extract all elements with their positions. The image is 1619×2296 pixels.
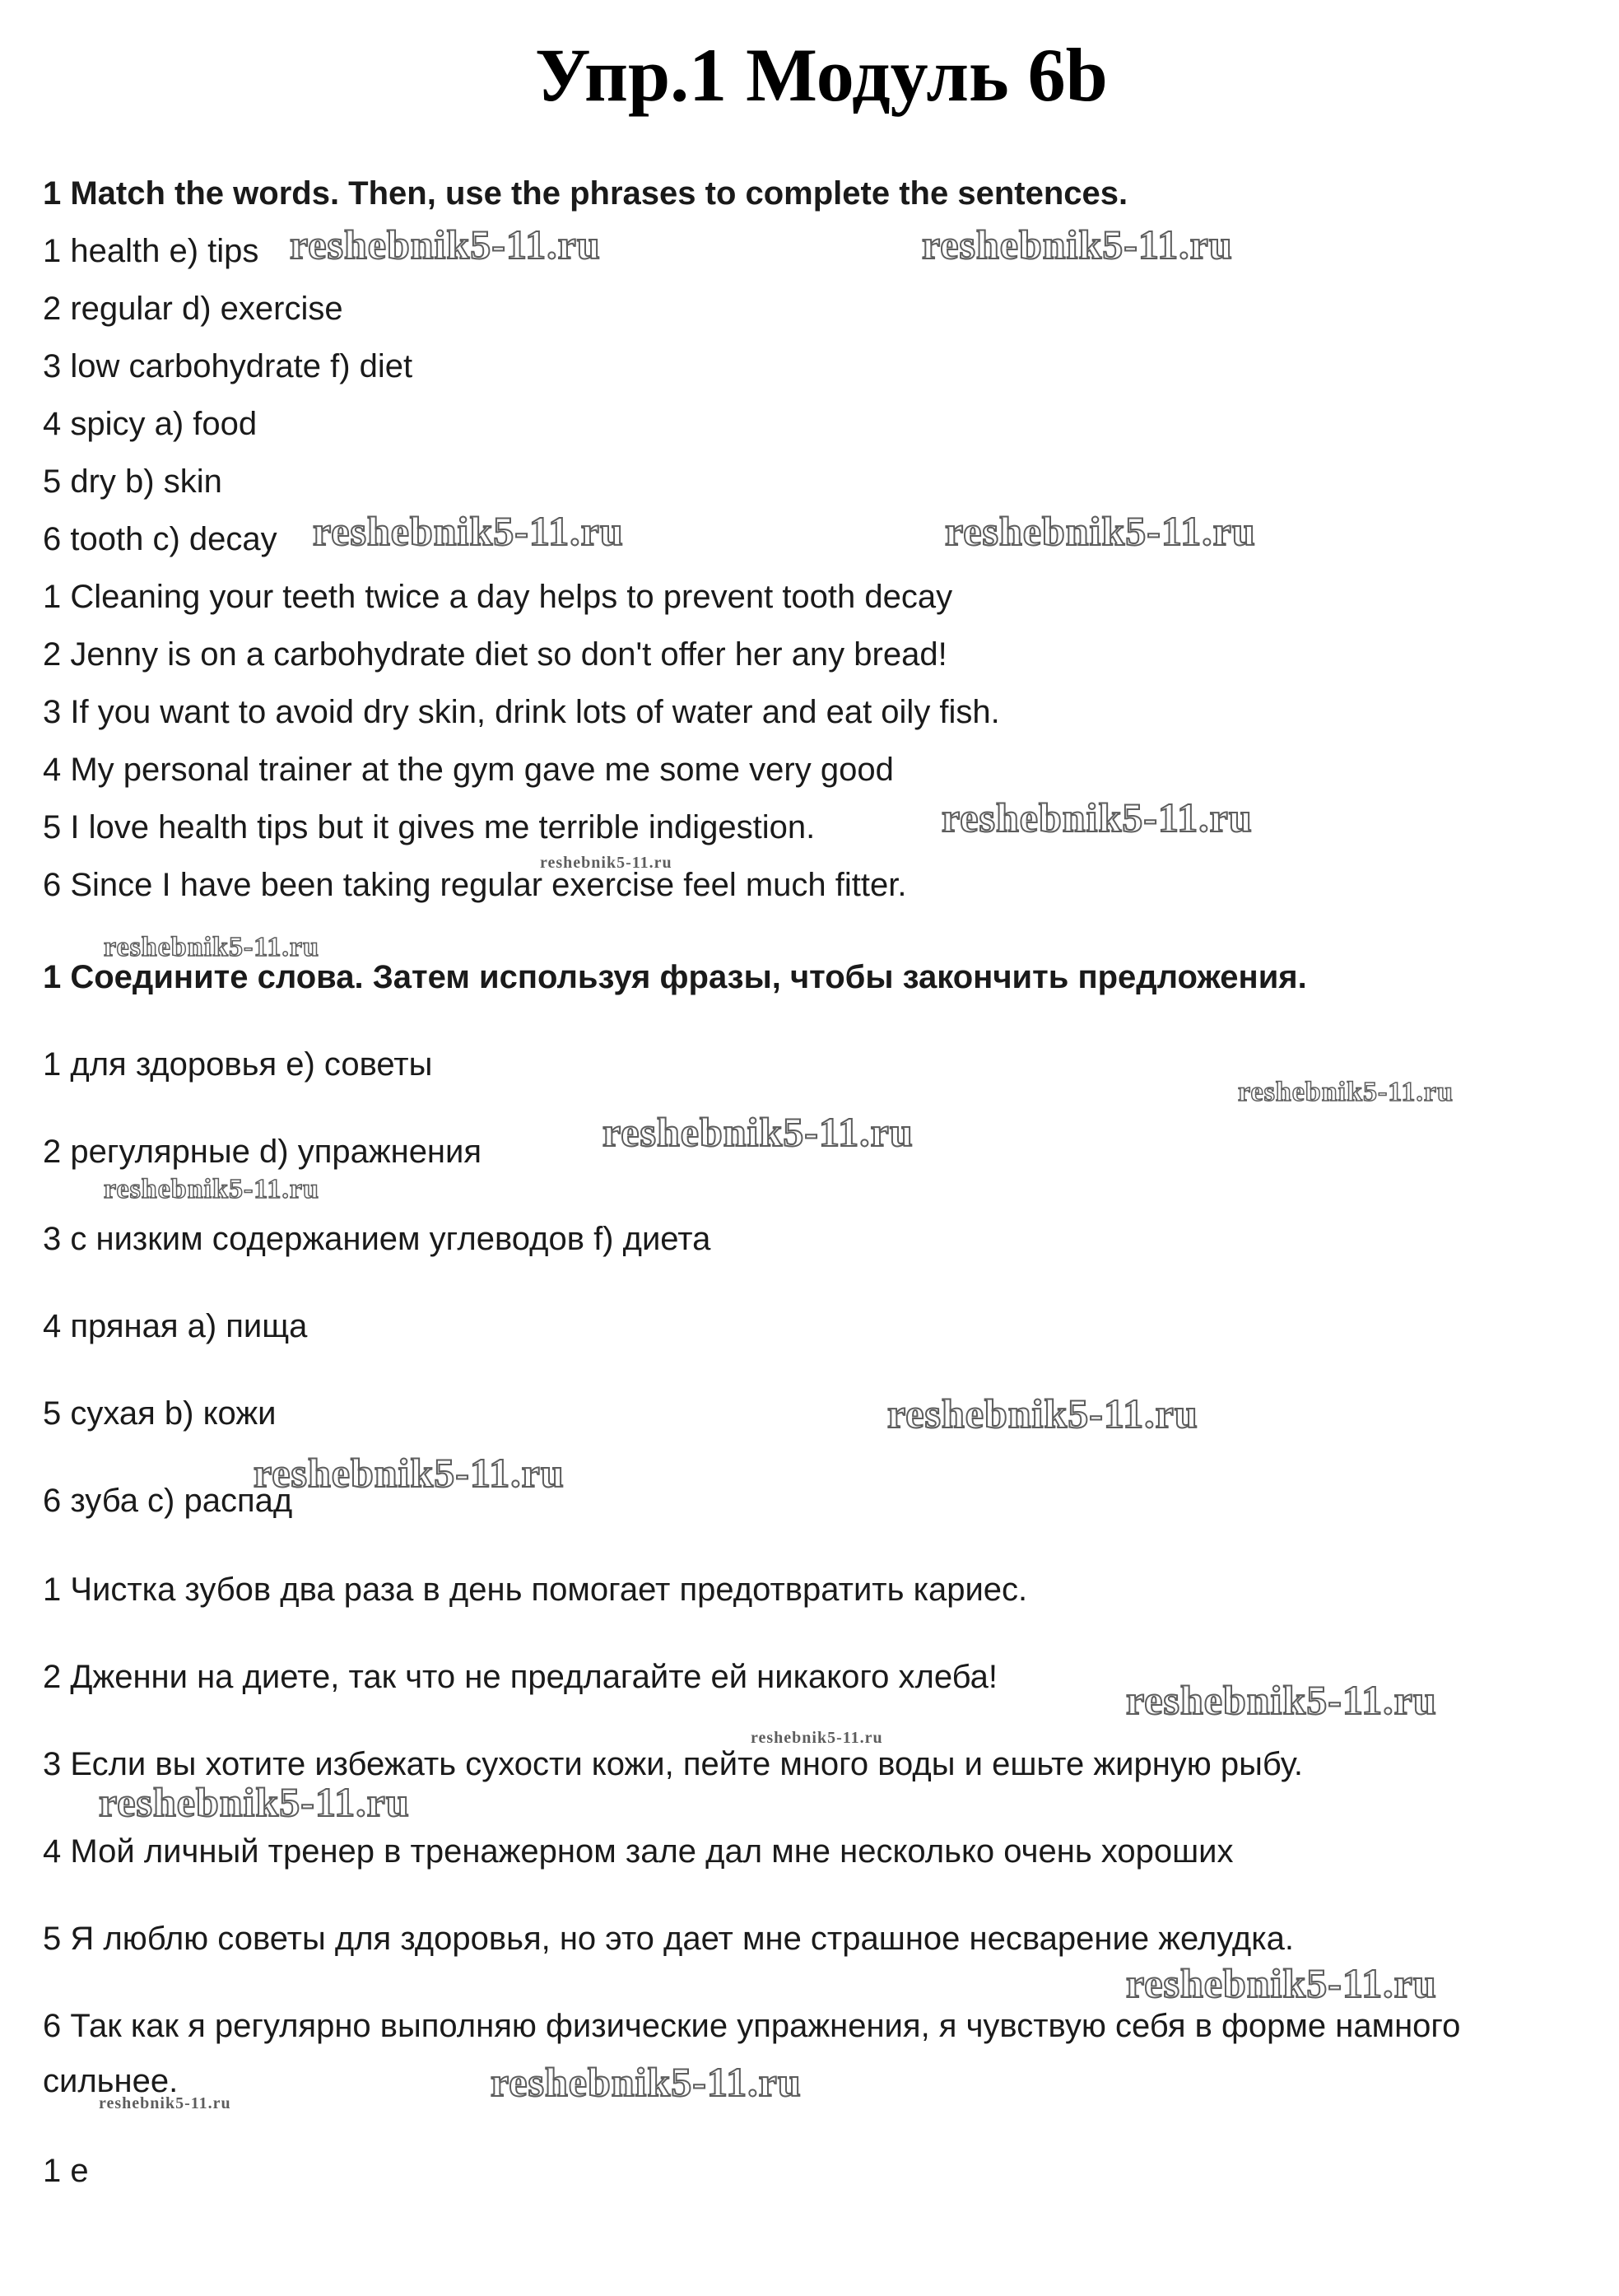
russian-sentence-3: 3 Если вы хотите избежать сухости кожи, пейте много воды и ешьте жирную рыбу. [43,1746,1304,1782]
english-match-6: 6 tooth c) decay [43,521,277,557]
watermark: reshebnik5-11.ru [313,508,624,554]
watermark: reshebnik5-11.ru [751,1729,883,1747]
watermark: reshebnik5-11.ru [1126,1960,1437,2006]
watermark: reshebnik5-11.ru [887,1390,1198,1437]
watermark: reshebnik5-11.ru [491,2059,802,2105]
english-match-5: 5 dry b) skin [43,463,222,500]
english-sentence-2: 2 Jenny is on a carbohydrate diet so don't offer her any bread! [43,636,947,673]
russian-match-3: 3 с низким содержанием углеводов f) диета [43,1221,711,1257]
watermark: reshebnik5-11.ru [1238,1077,1454,1107]
russian-match-6: 6 зуба c) распад [43,1483,293,1519]
russian-match-4: 4 пряная a) пища [43,1308,308,1344]
english-sentence-5: 5 I love health tips but it gives me terrible indigestion. [43,809,816,845]
russian-sentence-4: 4 Мой личный тренер в тренажерном зале дал мне несколько очень хороших [43,1833,1234,1870]
russian-heading: 1 Соедините слова. Затем используя фразы, чтобы закончить предложения. [43,959,1307,995]
russian-sentence-2: 2 Дженни на диете, так что не предлагайте ей никакого хлеба! [43,1659,998,1695]
english-match-2: 2 regular d) exercise [43,291,343,327]
watermark: reshebnik5-11.ru [254,1450,565,1496]
english-match-3: 3 low carbohydrate f) diet [43,348,413,384]
english-match-1: 1 health e) tips [43,233,259,269]
english-heading: 1 Match the words. Then, use the phrases to complete the sentences. [43,175,1128,212]
russian-match-5: 5 сухая b) кожи [43,1395,277,1432]
watermark: reshebnik5-11.ru [945,508,1256,554]
russian-match-1: 1 для здоровья e) советы [43,1046,433,1083]
watermark: reshebnik5-11.ru [540,854,672,872]
russian-match-2: 2 регулярные d) упражнения [43,1134,482,1170]
watermark: reshebnik5-11.ru [922,221,1233,268]
answer-text: 1 e [43,2153,89,2189]
watermark: reshebnik5-11.ru [602,1109,914,1155]
page-title: Упр.1 Модуль 6b [535,33,1108,117]
watermark: reshebnik5-11.ru [99,1779,410,1825]
english-sentence-6: 6 Since I have been taking regular exercise feel much fitter. [43,867,907,903]
watermark: reshebnik5-11.ru [104,1174,319,1204]
watermark: reshebnik5-11.ru [1126,1677,1437,1723]
russian-sentence-1: 1 Чистка зубов два раза в день помогает предотвратить кариес. [43,1572,1028,1608]
watermark: reshebnik5-11.ru [290,221,601,268]
watermark: reshebnik5-11.ru [942,794,1253,841]
english-match-4: 4 spicy a) food [43,406,258,442]
watermark: reshebnik5-11.ru [99,2094,231,2112]
russian-sentence-6: 6 Так как я регулярно выполняю физические упражнения, я чувствую себя в форме намного [43,2008,1461,2044]
russian-sentence-6-continued: сильнее. [43,2063,179,2099]
watermark: reshebnik5-11.ru [104,932,319,962]
english-sentence-4: 4 My personal trainer at the gym gave me some very good [43,752,894,788]
russian-sentence-5: 5 Я люблю советы для здоровья, но это дает мне страшное несварение желудка. [43,1921,1294,1957]
english-sentence-1: 1 Cleaning your teeth twice a day helps to prevent tooth decay [43,579,953,615]
english-sentence-3: 3 If you want to avoid dry skin, drink lots of water and eat oily fish. [43,694,1000,730]
